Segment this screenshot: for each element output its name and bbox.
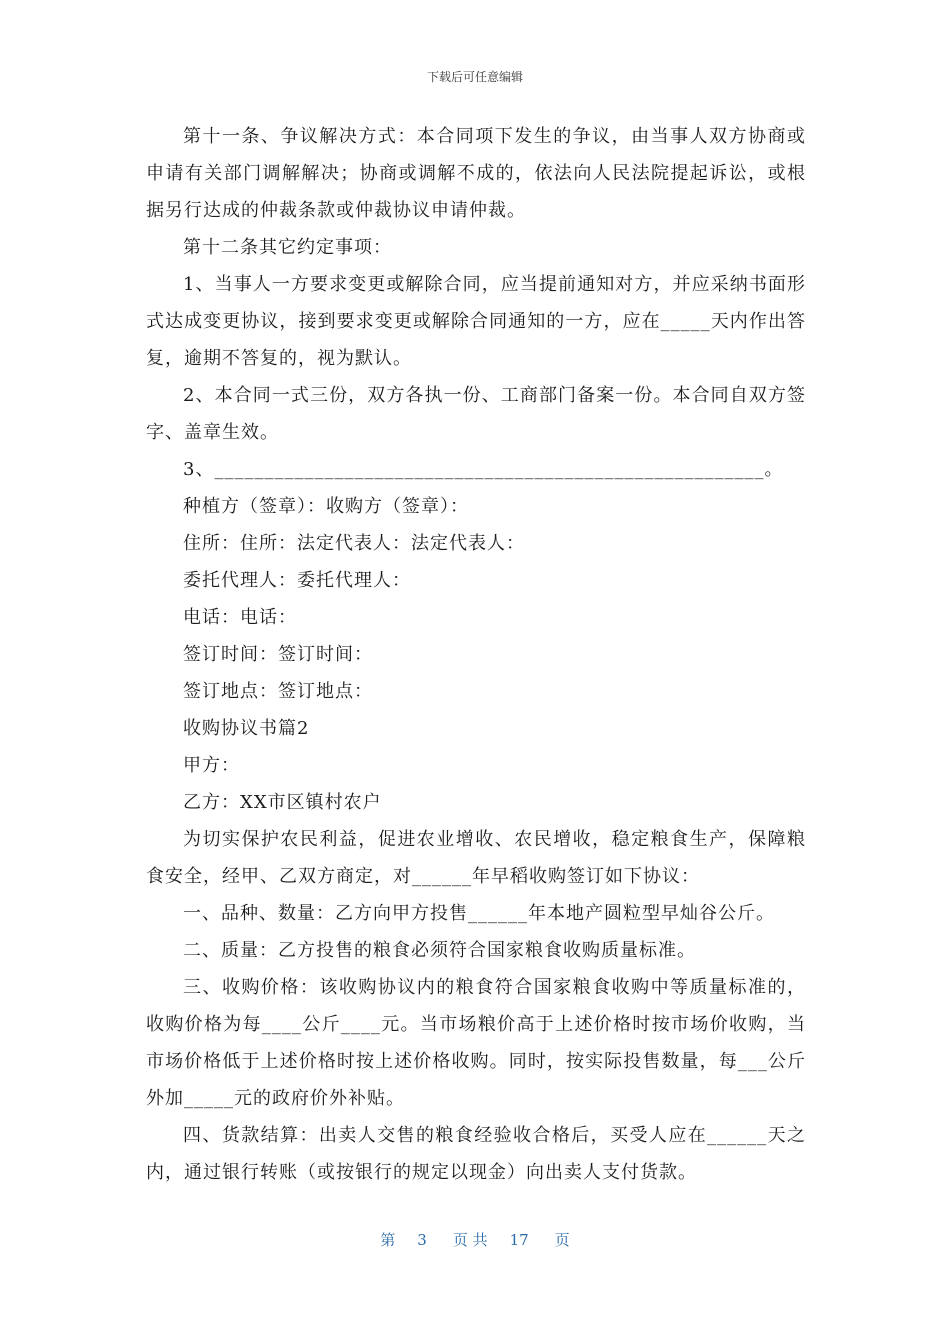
- paragraph-item-1: 1、当事人一方要求变更或解除合同，应当提前通知对方，并应采纳书面形式达成变更协议，接到要求变更或解除合同通知的一方，应在_____天内作出答复，逾期不答复的，视为默认。: [146, 274, 806, 369]
- paragraph-price: 三、收购价格：该收购协议内的粮食符合国家粮食收购中等质量标准的，收购价格为每____公斤____元。当市场粮价高于上述价格时按市场价收购，当市场价格低于上述价格时按上述价格收购。同时，按实际投售数量，每___公斤外加_____元的政府价外补贴。: [146, 977, 806, 1109]
- paragraph-item-2: 2、本合同一式三份，双方各执一份、工商部门备案一份。本合同自双方签字、盖章生效。: [146, 385, 806, 443]
- footer-ye: 页: [554, 1231, 570, 1249]
- section-title: 收购协议书篇2: [183, 718, 310, 739]
- footer-ye-gong: 页 共: [452, 1231, 488, 1249]
- paragraph-variety-quantity: 一、品种、数量：乙方向甲方投售______年本地产圆粒型早灿谷公斤。: [183, 903, 775, 924]
- document-body: [146, 118, 806, 1191]
- page-header: 下载后可任意编辑: [426, 70, 523, 84]
- page-footer: [0, 1229, 950, 1250]
- party-a: 甲方：: [183, 755, 240, 776]
- paragraph-preamble: 为切实保护农民利益，促进农业增收、农民增收，稳定粮食生产，保障粮食安全，经甲、乙双方商定，对______年早稻收购签订如下协议：: [146, 829, 806, 887]
- footer-di: 第: [380, 1231, 396, 1249]
- footer-total-pages: 17: [509, 1231, 529, 1249]
- signature-date: 签订时间：签订时间：: [183, 644, 373, 665]
- signature-parties: 种植方（签章）：收购方（签章）：: [183, 496, 469, 517]
- paragraph-article-12-title: 第十二条其它约定事项：: [183, 237, 392, 258]
- signature-address: 住所：住所：法定代表人：法定代表人：: [183, 533, 525, 554]
- signature-agent: 委托代理人：委托代理人：: [183, 570, 411, 591]
- paragraph-quality: 二、质量：乙方投售的粮食必须符合国家粮食收购质量标准。: [183, 940, 696, 961]
- paragraph-item-3: 3、_______________________________________________________。: [183, 459, 784, 480]
- signature-place: 签订地点：签订地点：: [183, 681, 373, 702]
- paragraph-article-11: 第十一条、争议解决方式：本合同项下发生的争议，由当事人双方协商或申请有关部门调解解决；协商或调解不成的，依法向人民法院提起诉讼，或根据另行达成的仲裁条款或仲裁协议申请仲裁。: [146, 126, 806, 221]
- footer-page-number: 3: [417, 1231, 427, 1249]
- signature-phone: 电话：电话：: [183, 607, 297, 628]
- paragraph-settlement: 四、货款结算：出卖人交售的粮食经验收合格后，买受人应在______天之内，通过银行转账（或按银行的规定以现金）向出卖人支付货款。: [146, 1125, 806, 1183]
- party-b: 乙方：XX市区镇村农户: [183, 792, 382, 813]
